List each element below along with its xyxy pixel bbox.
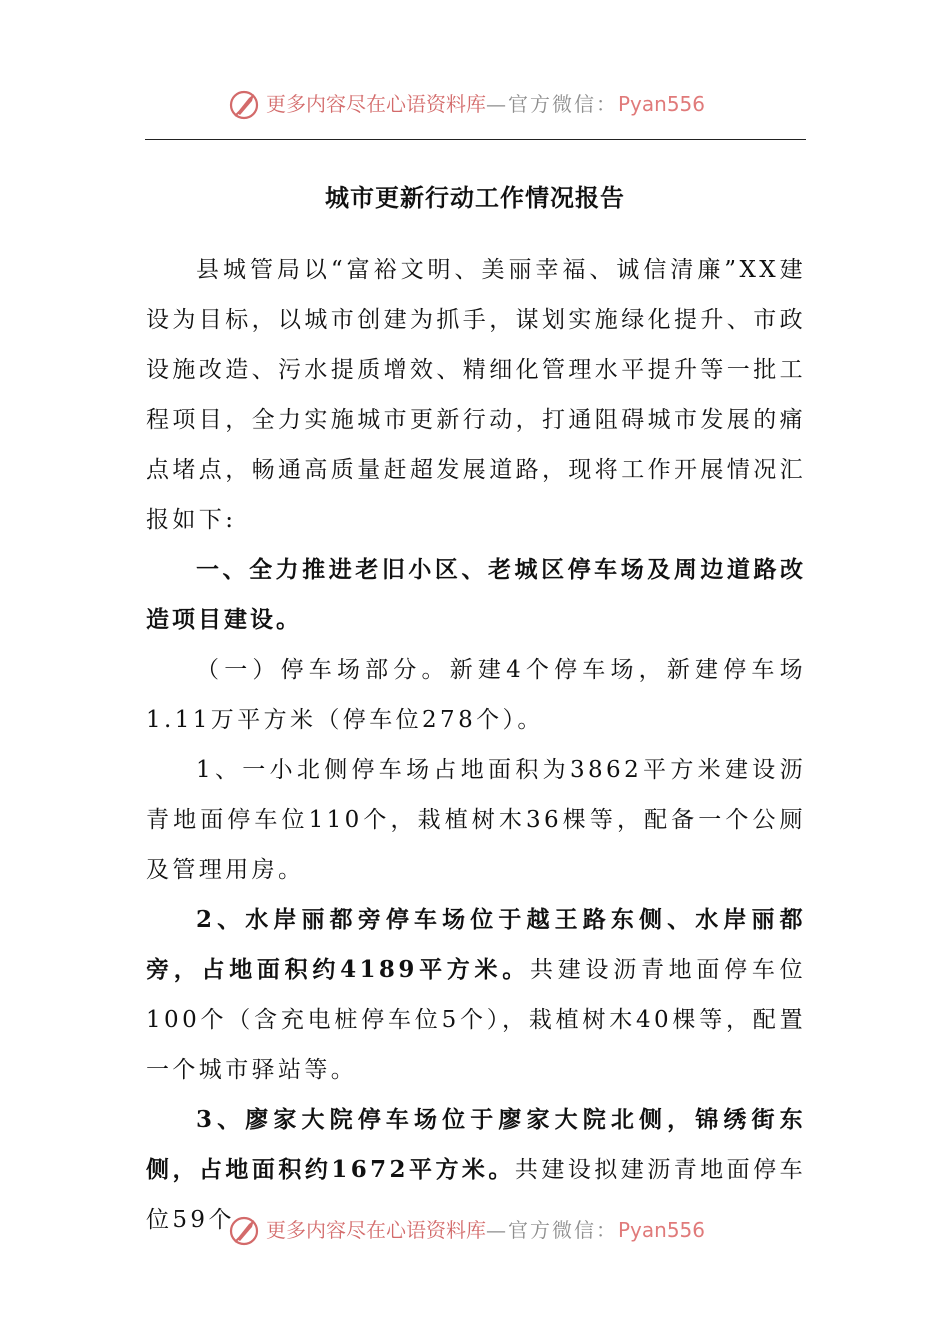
document-title: 城市更新行动工作情况报告 xyxy=(325,183,625,212)
pen-nib-logo-icon xyxy=(227,86,263,122)
parking-item-2-bold: 2、水岸丽都旁停车场位于越王路东侧、水岸丽都旁，占地面积约4189平方米。 xyxy=(146,906,806,983)
pen-nib-logo-icon xyxy=(227,1212,263,1248)
parking-item-2-rest: 共建设沥青地面停车位100个（含充电桩停车位5个），栽植树木40棵等，配置一个城市驿站等。 xyxy=(146,957,807,1083)
watermark-text xyxy=(266,91,705,117)
header-divider xyxy=(145,139,806,140)
parking-item-3-bold: 3、廖家大院停车场位于廖家大院北侧，锦绣街东侧，占地面积约1672平方米。 xyxy=(146,1106,806,1183)
parking-item-1: 1、一小北侧停车场占地面积为3862平方米建设沥青地面停车位110个，栽植树木36棵等，配备一个公厕及管理用房。 xyxy=(146,757,806,883)
intro-paragraph: 县城管局以“富裕文明、美丽幸福、诚信清廉”XX建设为目标，以城市创建为抓手，谋划实施绿化提升、市政设施改造、污水提质增效、精细化管理水平提升等一批工程项目，全力实施城市更新行动，打通阻碍城市发展的痛点堵点，畅通高质量赶超发展道路，现将工作开展情况汇报如下: xyxy=(146,257,806,533)
watermark-main-text: 更多内容尽在心语资料库 xyxy=(266,92,486,116)
watermark-footer xyxy=(0,1208,950,1252)
subsection-parking: （一）停车场部分。新建4个停车场，新建停车场1.11万平方米（停车位278个）。 xyxy=(146,657,806,733)
watermark-dash: — xyxy=(486,92,508,116)
watermark-wechat-id: Pyan556 xyxy=(618,92,706,116)
watermark-official-label: 官方微信： xyxy=(508,92,618,116)
watermark-wechat-id: Pyan556 xyxy=(618,1218,706,1242)
watermark-official-label: 官方微信： xyxy=(508,1218,618,1242)
document-body xyxy=(146,245,806,1245)
watermark-text xyxy=(266,1217,705,1243)
parking-item-3-rest: 共建设拟建沥青地面停车位59个 xyxy=(146,1157,806,1233)
parking-item-2 xyxy=(146,895,806,1095)
section-heading-1: 一、全力推进老旧小区、老城区停车场及周边道路改造项目建设。 xyxy=(146,557,806,633)
watermark-main-text: 更多内容尽在心语资料库 xyxy=(266,1218,486,1242)
watermark-dash: — xyxy=(486,1218,508,1242)
watermark-header xyxy=(0,82,950,126)
